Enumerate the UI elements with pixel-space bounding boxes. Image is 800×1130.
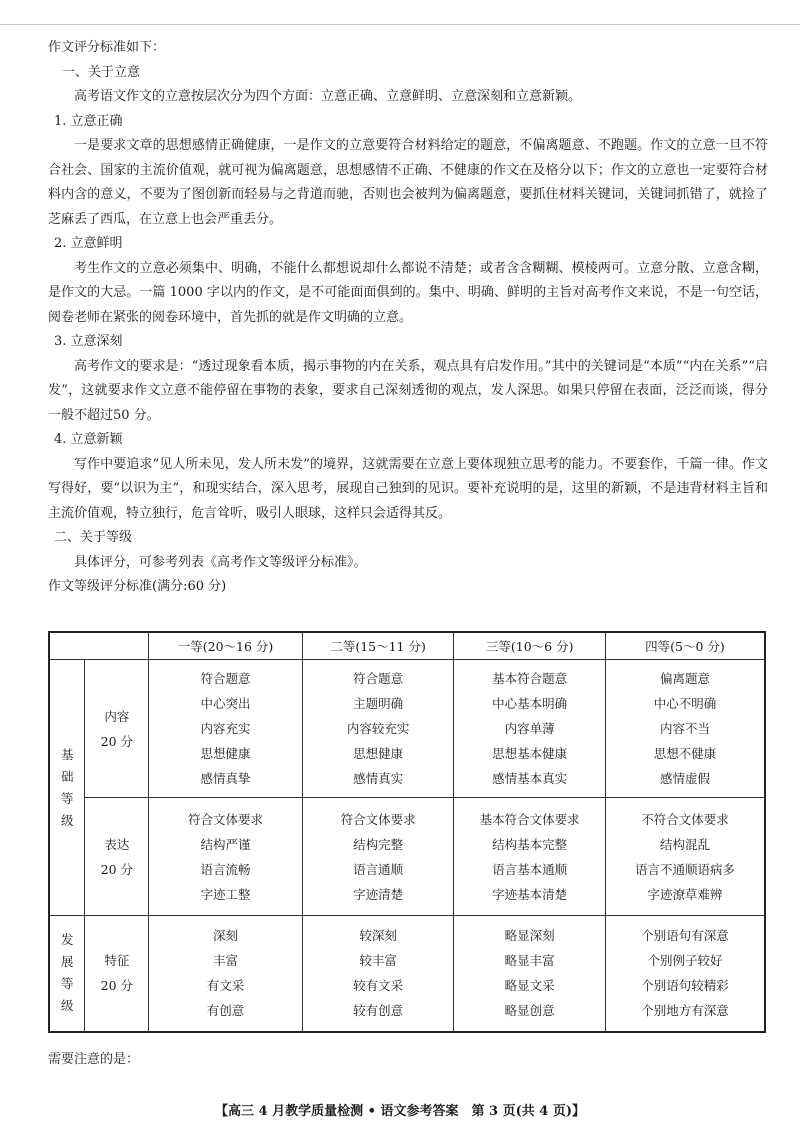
page-footer: 【高三 4 月教学质量检测 • 语文参考答案 第 3 页(共 4 页)】 <box>215 1104 585 1119</box>
feature-grade-3 <box>454 916 606 1032</box>
item4-title: 4. 立意新颖 <box>54 432 123 447</box>
cell-text: 感情真挚 <box>200 771 251 786</box>
dev-char: 发 <box>60 932 74 948</box>
header-grade-4: 四等(5～0 分) <box>605 632 765 660</box>
feature-row <box>49 916 765 1032</box>
expression-score: 20 分 <box>100 861 134 877</box>
expression-label: 表达 <box>104 836 130 852</box>
header-grade-1: 一等(20～16 分) <box>149 632 303 660</box>
cell-text: 较深刻 <box>359 928 397 944</box>
cell-text: 感情真实 <box>353 771 404 786</box>
cell-text: 字迹基本清楚 <box>492 886 568 902</box>
feature-grade-2 <box>302 916 454 1032</box>
expression-grade-4 <box>605 798 765 916</box>
cell-text: 略显创意 <box>504 1003 555 1019</box>
item1-text: 一是要求文章的思想感情正确健康，一是作文的立意要符合材料给定的题意，不偏离题意、不跑题。作文的立意一旦不符合社会、国家的主流价值观，就可视为偏离题意，思想感情不正确、不健康的作文在及格分以下；作文的立意也一定要符合材料内含的意义，不要为了图创新而轻易与之背道而驰，否则也会被判为偏离题意，要抓住材料关键词，关键词抓错了，就捡了芝麻丢了西瓜，在立意上也会严重丢分。 <box>48 138 768 227</box>
top-rule <box>0 24 800 25</box>
cell-text: 思想不健康 <box>653 746 717 761</box>
content-grade-1 <box>149 660 303 798</box>
cell-text: 符合题意 <box>353 671 404 686</box>
header-grade-3: 三等(10～6 分) <box>454 632 606 660</box>
content-row <box>49 660 765 798</box>
cell-text: 中心基本明确 <box>492 696 568 711</box>
cell-text: 个别地方有深意 <box>641 1003 729 1019</box>
cell-text: 结构混乱 <box>659 836 710 852</box>
cell-text: 内容单薄 <box>504 721 555 736</box>
corner-cell <box>49 632 149 660</box>
content-grade-3 <box>454 660 606 798</box>
basic-char: 级 <box>60 812 74 828</box>
cell-text: 主题明确 <box>353 696 404 711</box>
cell-text: 符合文体要求 <box>188 811 264 827</box>
grading-table <box>48 631 766 1033</box>
cell-text: 基本符合题意 <box>492 671 568 686</box>
expression-grade-2 <box>302 798 454 916</box>
cell-text: 思想基本健康 <box>492 746 568 761</box>
cell-text: 思想健康 <box>353 746 404 761</box>
cell-text: 内容充实 <box>200 721 251 736</box>
cell-text: 结构严谨 <box>200 836 251 852</box>
content-grade-4 <box>605 660 765 798</box>
dev-level-label <box>49 916 85 1032</box>
cell-text: 丰富 <box>213 953 239 969</box>
cell-text: 略显深刻 <box>504 928 555 944</box>
item3-title: 3. 立意深刻 <box>54 334 123 349</box>
item2-title: 2. 立意鲜明 <box>54 236 123 251</box>
dev-char: 等 <box>60 976 74 992</box>
cell-text: 个别例子较好 <box>647 953 723 969</box>
expression-row <box>49 798 765 916</box>
section1-title: 一、关于立意 <box>62 64 141 80</box>
cell-text: 略显文采 <box>504 978 555 994</box>
cell-text: 基本符合文体要求 <box>479 811 580 827</box>
cell-text: 语言基本通顺 <box>492 861 568 877</box>
cell-text: 字迹工整 <box>200 886 251 902</box>
cell-text: 中心不明确 <box>653 696 717 711</box>
cell-text: 语言通顺 <box>353 861 404 877</box>
item1-title: 1. 立意正确 <box>54 113 123 129</box>
content-grade-2 <box>302 660 454 798</box>
feature-label-cell <box>85 916 149 1032</box>
cell-text: 略显丰富 <box>504 953 555 969</box>
content-score: 20 分 <box>100 733 134 749</box>
item3-text: 高考作文的要求是：“透过现象看本质，揭示事物的内在关系，观点具有启发作用。”其中的关键词是“本质”“内在关系”“启发”，这就要求作文立意不能停留在事物的表象，要求自己深刻透彻的观点，发人深思。如果只停留在表面，泛泛而谈，得分一般不超过50 分。 <box>48 358 768 423</box>
cell-text: 字迹潦草难辨 <box>647 886 723 902</box>
basic-level-label <box>49 660 85 916</box>
expression-label-cell <box>85 798 149 916</box>
cell-text: 有文采 <box>206 978 245 994</box>
basic-char: 础 <box>60 768 74 784</box>
cell-text: 中心突出 <box>200 696 251 711</box>
feature-label: 特征 <box>104 953 130 969</box>
cell-text: 不符合文体要求 <box>641 811 729 827</box>
dev-char: 展 <box>60 954 74 970</box>
basic-char: 基 <box>60 746 74 762</box>
cell-text: 结构基本完整 <box>492 836 568 852</box>
basic-char: 等 <box>60 790 74 806</box>
cell-text: 个别语句有深意 <box>641 928 729 944</box>
section2-title: 二、关于等级 <box>54 530 133 545</box>
cell-text: 偏离题意 <box>659 671 710 686</box>
cell-text: 内容较充实 <box>346 721 410 736</box>
cell-text: 字迹清楚 <box>353 886 404 902</box>
cell-text: 个别语句较精彩 <box>641 978 729 994</box>
cell-text: 语言流畅 <box>200 861 251 877</box>
content-label-cell <box>85 660 149 798</box>
cell-text: 符合题意 <box>200 671 251 686</box>
feature-grade-4 <box>605 916 765 1032</box>
item2-text: 考生作文的立意必须集中、明确，不能什么都想说却什么都说不清楚；或者含含糊糊、模棱两可。立意分散、立意含糊，是作文的大忌。一篇 1000 字以内的作文，是不可能面面俱到的。集中、明确、鲜明的主旨对高考作文来说，不是一句空话，阅卷老师在紧张的阅卷环境中，首先抓的就是作文明确的立意。 <box>48 260 768 325</box>
cell-text: 有创意 <box>206 1003 245 1019</box>
section2-text: 具体评分，可参考列表《高考作文等级评分标准》。 <box>74 554 367 570</box>
cell-text: 语言不通顺语病多 <box>634 861 735 877</box>
cell-text: 深刻 <box>213 928 239 944</box>
header-grade-2: 二等(15～11 分) <box>302 632 454 660</box>
document-body <box>48 36 768 600</box>
table-title: 作文等级评分标准(满分:60 分) <box>48 579 227 594</box>
feature-grade-1 <box>149 916 303 1032</box>
intro-line: 作文评分标准如下： <box>48 40 166 55</box>
section1-intro: 高考语文作文的立意按层次分为四个方面：立意正确、立意鲜明、立意深刻和立意新颖。 <box>74 89 582 104</box>
cell-text: 较有创意 <box>353 1003 404 1019</box>
content-label: 内容 <box>104 708 130 724</box>
table-header-row <box>49 632 765 660</box>
cell-text: 思想健康 <box>200 746 251 761</box>
dev-char: 级 <box>60 998 74 1014</box>
cell-text: 较有文采 <box>353 978 404 994</box>
cell-text: 内容不当 <box>659 721 710 736</box>
feature-score: 20 分 <box>100 978 134 994</box>
cell-text: 感情基本真实 <box>492 771 568 786</box>
expression-grade-1 <box>149 798 303 916</box>
item4-text: 写作中要追求“见人所未见，发人所未发”的境界，这就需要在立意上要体现独立思考的能力。不要套作，千篇一律。作文写得好，要“以识为主”，和现实结合，深入思考，展现自己独到的见识。要补充说明的是，这里的新颖，不是违背材料主旨和主流价值观，特立独行，危言耸听，吸引人眼球，这样只会适得其反。 <box>48 456 768 521</box>
cell-text: 符合文体要求 <box>340 811 416 827</box>
cell-text: 感情虚假 <box>659 771 710 786</box>
cell-text: 结构完整 <box>353 836 404 852</box>
note-line: 需要注意的是： <box>48 1052 140 1067</box>
expression-grade-3 <box>454 798 606 916</box>
cell-text: 较丰富 <box>359 953 397 969</box>
